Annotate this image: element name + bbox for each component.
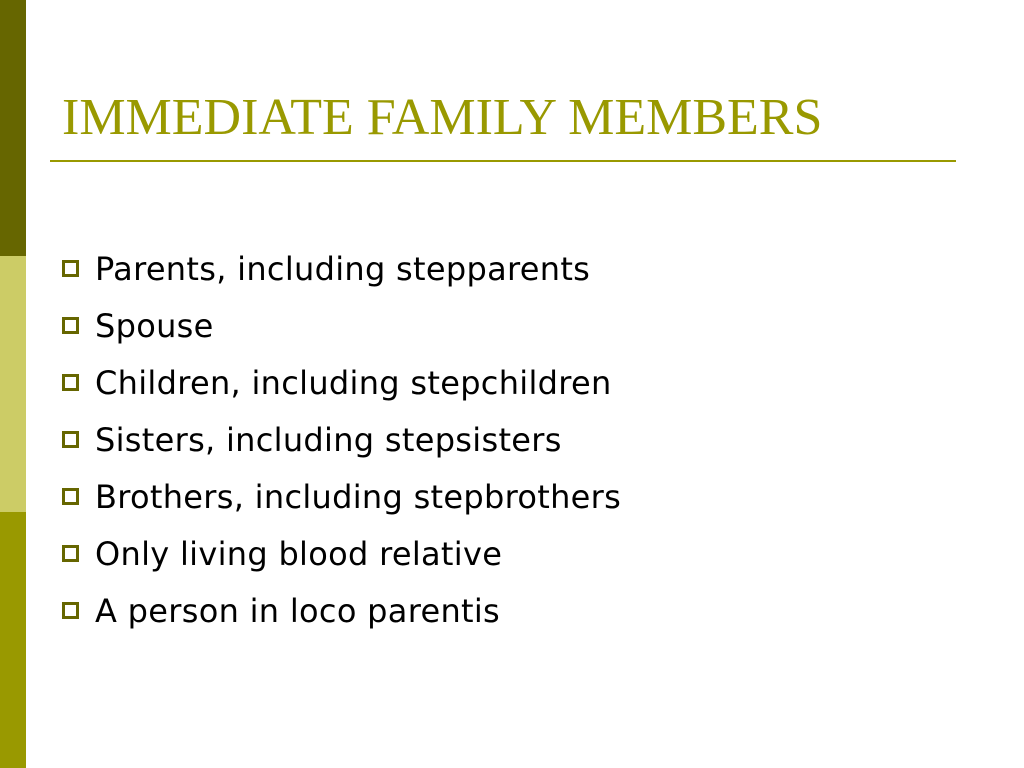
sidebar-band-middle: [0, 256, 26, 512]
square-bullet-icon: [62, 260, 79, 277]
bullet-item: [62, 411, 621, 468]
bullet-text: Parents, including stepparents: [95, 249, 591, 288]
decorative-sidebar: [0, 0, 26, 768]
square-bullet-icon: [62, 317, 79, 334]
bullet-text: Sisters, including stepsisters: [95, 420, 562, 459]
sidebar-band-top: [0, 0, 26, 256]
square-bullet-icon: [62, 374, 79, 391]
bullet-text: A person in loco parentis: [95, 591, 501, 630]
square-bullet-icon: [62, 545, 79, 562]
bullet-text: Children, including stepchildren: [95, 363, 612, 402]
sidebar-band-bottom: [0, 512, 26, 768]
square-bullet-icon: [62, 488, 79, 505]
bullet-item: [62, 240, 621, 297]
bullet-item: [62, 297, 621, 354]
bullet-item: [62, 582, 621, 639]
bullet-item: [62, 354, 621, 411]
square-bullet-icon: [62, 602, 79, 619]
bullet-item: [62, 468, 621, 525]
slide-title: IMMEDIATE FAMILY MEMBERS: [62, 89, 823, 146]
square-bullet-icon: [62, 431, 79, 448]
title-underline-rule: [50, 160, 956, 162]
bullet-text: Only living blood relative: [95, 534, 503, 573]
bullet-text: Spouse: [95, 306, 214, 345]
bullet-text: Brothers, including stepbrothers: [95, 477, 622, 516]
bullet-list: [62, 240, 621, 639]
bullet-item: [62, 525, 621, 582]
